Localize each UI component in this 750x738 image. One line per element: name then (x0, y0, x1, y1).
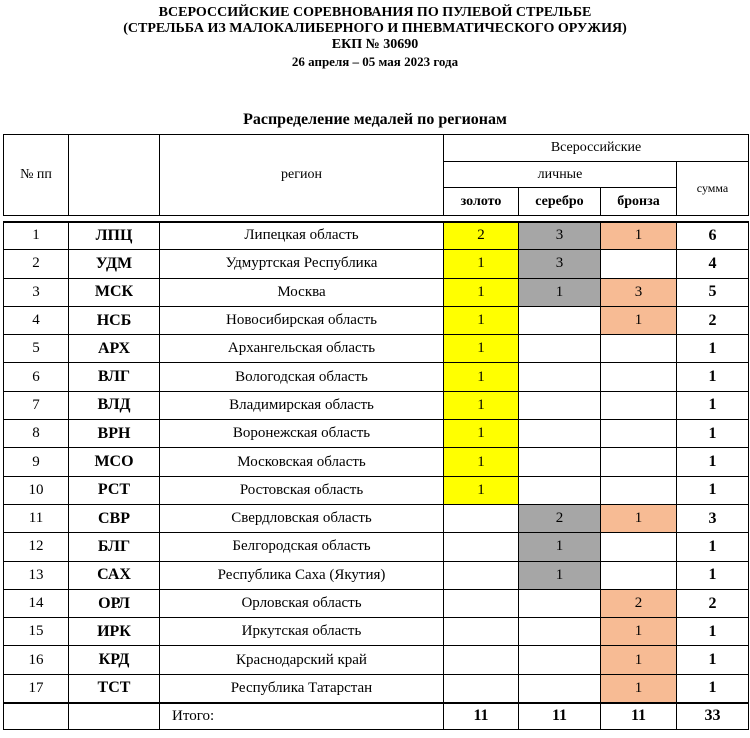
table-row (4, 222, 749, 250)
region-name: Иркутская область (160, 618, 444, 646)
region-name: Вологодская область (160, 363, 444, 391)
table-row (4, 674, 749, 702)
region-name: Ростовская область (160, 476, 444, 504)
region-name: Республика Татарстан (160, 674, 444, 702)
total-empty-num (4, 703, 69, 730)
table-row (4, 278, 749, 306)
bronze-count: 1 (601, 674, 677, 702)
bronze-count (601, 448, 677, 476)
region-name: Липецкая область (160, 222, 444, 250)
row-number: 1 (4, 222, 69, 250)
region-name: Воронежская область (160, 420, 444, 448)
table-subtitle: Распределение медалей по регионам (243, 111, 507, 128)
table-row (4, 391, 749, 419)
row-number: 17 (4, 674, 69, 702)
bronze-count (601, 533, 677, 561)
row-number: 7 (4, 391, 69, 419)
table-row (4, 561, 749, 589)
medal-sum: 1 (677, 391, 749, 419)
title-line-1: ВСЕРОССИЙСКИЕ СОРЕВНОВАНИЯ ПО ПУЛЕВОЙ СТРЕЛЬБЕ (158, 5, 592, 20)
row-number: 2 (4, 250, 69, 278)
medal-sum: 2 (677, 589, 749, 617)
region-name: Краснодарский край (160, 646, 444, 674)
total-gold: 11 (444, 703, 519, 730)
table-row (4, 533, 749, 561)
row-number: 15 (4, 618, 69, 646)
header-region: регион (160, 135, 444, 216)
total-bronze: 11 (601, 703, 677, 730)
gold-count: 1 (444, 335, 519, 363)
bronze-count: 2 (601, 589, 677, 617)
header-subgroup: личные (444, 162, 677, 188)
table-row (4, 250, 749, 278)
region-code: ИРК (69, 618, 160, 646)
medal-sum: 1 (677, 646, 749, 674)
bronze-count (601, 561, 677, 589)
header-code (69, 135, 160, 216)
header-group: Всероссийские (444, 135, 749, 162)
gold-count: 2 (444, 222, 519, 250)
silver-count: 3 (519, 250, 601, 278)
gold-count: 1 (444, 448, 519, 476)
table-row (4, 504, 749, 532)
gold-count (444, 646, 519, 674)
region-code: ВЛД (69, 391, 160, 419)
total-sum: 33 (677, 703, 749, 730)
total-empty-code (69, 703, 160, 730)
medal-sum: 1 (677, 561, 749, 589)
region-name: Белгородская область (160, 533, 444, 561)
table-row (4, 618, 749, 646)
total-label: Итого: (160, 703, 444, 730)
region-name: Свердловская область (160, 504, 444, 532)
region-code: БЛГ (69, 533, 160, 561)
gold-count (444, 561, 519, 589)
region-name: Республика Саха (Якутия) (160, 561, 444, 589)
silver-count (519, 420, 601, 448)
region-code: МСК (69, 278, 160, 306)
bronze-count: 1 (601, 306, 677, 334)
table-row (4, 646, 749, 674)
silver-count: 2 (519, 504, 601, 532)
silver-count (519, 335, 601, 363)
bronze-count: 1 (601, 504, 677, 532)
region-code: АРХ (69, 335, 160, 363)
row-number: 12 (4, 533, 69, 561)
row-number: 13 (4, 561, 69, 589)
silver-count (519, 618, 601, 646)
region-code: МСО (69, 448, 160, 476)
silver-count (519, 448, 601, 476)
silver-count: 1 (519, 561, 601, 589)
region-name: Архангельская область (160, 335, 444, 363)
silver-count (519, 674, 601, 702)
bronze-count (601, 250, 677, 278)
table-row (4, 363, 749, 391)
silver-count (519, 646, 601, 674)
table-row (4, 448, 749, 476)
medal-sum: 3 (677, 504, 749, 532)
gold-count: 1 (444, 278, 519, 306)
row-number: 9 (4, 448, 69, 476)
gold-count (444, 589, 519, 617)
medal-sum: 1 (677, 335, 749, 363)
gold-count (444, 674, 519, 702)
header-bronze: бронза (601, 188, 677, 216)
region-name: Новосибирская область (160, 306, 444, 334)
bronze-count: 1 (601, 222, 677, 250)
medal-sum: 1 (677, 476, 749, 504)
region-code: ВРН (69, 420, 160, 448)
title-line-3: ЕКП № 30690 (331, 37, 419, 52)
table-row (4, 306, 749, 334)
gold-count: 1 (444, 476, 519, 504)
bronze-count (601, 363, 677, 391)
region-name: Москва (160, 278, 444, 306)
gold-count: 1 (444, 306, 519, 334)
region-code: ВЛГ (69, 363, 160, 391)
medal-sum: 1 (677, 674, 749, 702)
row-number: 16 (4, 646, 69, 674)
row-number: 6 (4, 363, 69, 391)
title-line-2: (СТРЕЛЬБА ИЗ МАЛОКАЛИБЕРНОГО И ПНЕВМАТИЧЕСКОГО ОРУЖИЯ) (123, 21, 627, 36)
silver-count (519, 306, 601, 334)
row-number: 10 (4, 476, 69, 504)
gold-count: 1 (444, 363, 519, 391)
silver-count (519, 363, 601, 391)
medal-sum: 1 (677, 533, 749, 561)
region-code: КРД (69, 646, 160, 674)
header-num: № пп (4, 135, 69, 216)
bronze-count: 3 (601, 278, 677, 306)
silver-count: 1 (519, 533, 601, 561)
region-code: САХ (69, 561, 160, 589)
medal-sum: 1 (677, 618, 749, 646)
table-row (4, 335, 749, 363)
medal-sum: 5 (677, 278, 749, 306)
bronze-count (601, 476, 677, 504)
medal-table (3, 134, 749, 730)
gold-count (444, 533, 519, 561)
header-sum: сумма (677, 162, 749, 216)
silver-count (519, 476, 601, 504)
medal-sum: 4 (677, 250, 749, 278)
row-number: 8 (4, 420, 69, 448)
bronze-count (601, 391, 677, 419)
gold-count: 1 (444, 420, 519, 448)
region-code: НСБ (69, 306, 160, 334)
silver-count: 3 (519, 222, 601, 250)
region-code: ТСТ (69, 674, 160, 702)
region-name: Орловская область (160, 589, 444, 617)
table-row (4, 589, 749, 617)
header-silver: серебро (519, 188, 601, 216)
region-code: УДМ (69, 250, 160, 278)
title-dates: 26 апреля – 05 мая 2023 года (291, 54, 459, 69)
total-silver: 11 (519, 703, 601, 730)
medal-sum: 6 (677, 222, 749, 250)
region-name: Удмуртская Республика (160, 250, 444, 278)
gold-count (444, 504, 519, 532)
row-number: 5 (4, 335, 69, 363)
region-name: Московская область (160, 448, 444, 476)
region-code: РСТ (69, 476, 160, 504)
region-code: СВР (69, 504, 160, 532)
region-code: ЛПЦ (69, 222, 160, 250)
silver-count: 1 (519, 278, 601, 306)
silver-count (519, 589, 601, 617)
gold-count: 1 (444, 250, 519, 278)
gold-count (444, 618, 519, 646)
medal-sum: 1 (677, 363, 749, 391)
row-number: 4 (4, 306, 69, 334)
medal-sum: 2 (677, 306, 749, 334)
bronze-count (601, 335, 677, 363)
region-name: Владимирская область (160, 391, 444, 419)
region-code: ОРЛ (69, 589, 160, 617)
table-row (4, 476, 749, 504)
row-number: 14 (4, 589, 69, 617)
bronze-count (601, 420, 677, 448)
row-number: 11 (4, 504, 69, 532)
bronze-count: 1 (601, 646, 677, 674)
gold-count: 1 (444, 391, 519, 419)
medal-sum: 1 (677, 448, 749, 476)
bronze-count: 1 (601, 618, 677, 646)
header-gold: золото (444, 188, 519, 216)
table-row (4, 420, 749, 448)
total-row (4, 703, 749, 730)
silver-count (519, 391, 601, 419)
row-number: 3 (4, 278, 69, 306)
medal-sum: 1 (677, 420, 749, 448)
